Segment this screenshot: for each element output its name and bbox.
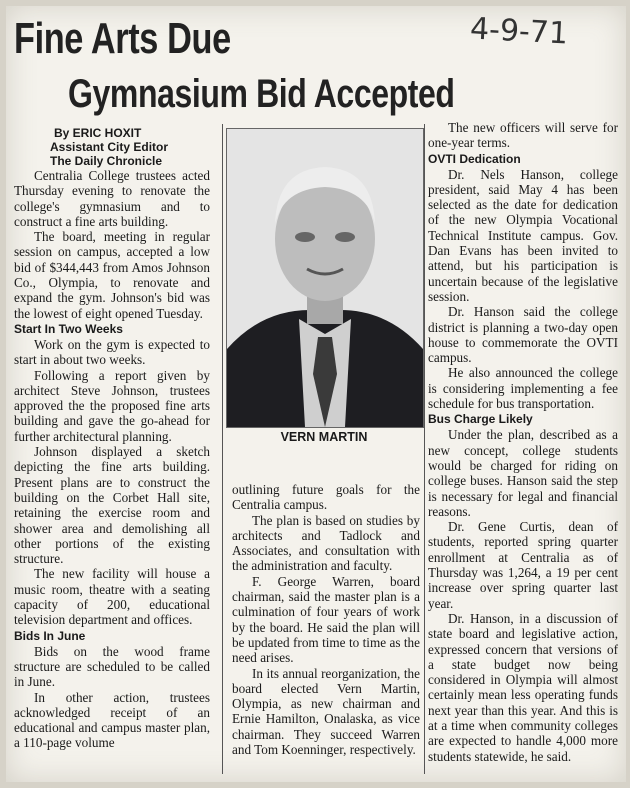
paragraph: The board, meeting in regular session on campus, accepted a low bid of $344,443 from Amos Johnson Co., Olympia, to renovate and expand the gym. Johnson's bid was the lowest of eight opened Tuesday. <box>14 229 210 321</box>
column-3 <box>428 120 618 764</box>
byline-author: By ERIC HOXIT <box>54 126 142 140</box>
byline-paper: The Daily Chronicle <box>50 154 163 168</box>
paragraph: Dr. Gene Curtis, dean of students, reported spring quarter enrollment at Centralia as of Thursday was 1,264, a 19 per cent increase over spring quarter last year. <box>428 519 618 611</box>
photo-caption: VERN MARTIN <box>280 430 368 444</box>
column-2 <box>232 482 420 757</box>
subhead: Start In Two Weeks <box>14 321 123 336</box>
paragraph: In its annual reorganization, the board elected Vern Martin, Olympia, as new chairman and Ernie Hamilton, Onalaska, as vice chairman. They succeed Warren and Tom Koenninger, respectively. <box>232 665 420 758</box>
portrait-photo <box>226 128 424 428</box>
paragraph: The new facility will house a music room, theatre with a seating capacity of 200, educational television department and offices. <box>14 566 210 628</box>
subhead: Bids In June <box>14 628 86 643</box>
paragraph: Dr. Hanson said the college district is planning a two-day open house to commemorate the OVTI campus. <box>428 304 618 366</box>
portrait-illustration <box>227 129 423 427</box>
paragraph: Following a report given by architect Steve Johnson, trustees approved the the proposed fine arts building and gave the go-ahead for further architectural planning. <box>14 367 210 444</box>
column-rule-1 <box>222 124 223 774</box>
byline-title: Assistant City Editor <box>50 140 169 154</box>
paragraph: In other action, trustees acknowledged receipt of an educational and campus master plan, a 110-page volume <box>14 689 210 751</box>
subhead: Bus Charge Likely <box>428 412 533 427</box>
paragraph: Dr. Hanson, in a discussion of state board and legislative action, expressed concern that versions of a state budget now being considered in Olympia will almost certainly mean less operating funds next year than this year. And this is at a time when community colleges are expected to handle 4,000 more students statewide, he said. <box>428 610 618 764</box>
paragraph: Dr. Nels Hanson, college president, said May 4 has been selected as the date for dedication of the new Olympia Vocational Technical Institute campus. Gov. Dan Evans has been invited to attend, but his participation is uncertain because of the legislative session. <box>428 166 618 304</box>
paragraph: He also announced the college is considering implementing a fee schedule for bus transportation. <box>428 365 618 412</box>
paragraph: Centralia College trustees acted Thursday evening to renovate the college's gymnasium and to construct a fine arts building. <box>14 168 210 229</box>
paragraph: Work on the gym is expected to start in about two weeks. <box>14 336 210 368</box>
paragraph: Johnson displayed a sketch depicting the fine arts building. Present plans are to construct the building on the Corbet Hall site, retaining the exercise room and shower area and demolishing all other portions of the existing structure. <box>14 444 210 567</box>
column-rule-2 <box>424 124 425 774</box>
paragraph: Bids on the wood frame structure are scheduled to be called in June. <box>14 643 210 690</box>
handwritten-date: 4-9-71 <box>469 11 569 52</box>
paragraph: Under the plan, described as a new concept, college students would be charged for riding on college buses. Hanson said the step is necessary for legal and financial reasons. <box>428 427 618 519</box>
paragraph: outlining future goals for the Centralia campus. <box>232 482 420 513</box>
headline-line-1: Fine Arts Due <box>14 14 231 63</box>
headline-line-2: Gymnasium Bid Accepted <box>68 72 455 116</box>
paragraph: The new officers will serve for one-year terms. <box>428 120 618 151</box>
paragraph: F. George Warren, board chairman, said the master plan is a culmination of four years of work by the board. He said the plan will be updated from time to time as the need arises. <box>232 573 420 666</box>
column-1 <box>14 126 210 751</box>
paragraph: The plan is based on studies by architects and Tadlock and Associates, and consultation with the administration and faculty. <box>232 512 420 574</box>
subhead: OVTI Dedication <box>428 151 521 166</box>
